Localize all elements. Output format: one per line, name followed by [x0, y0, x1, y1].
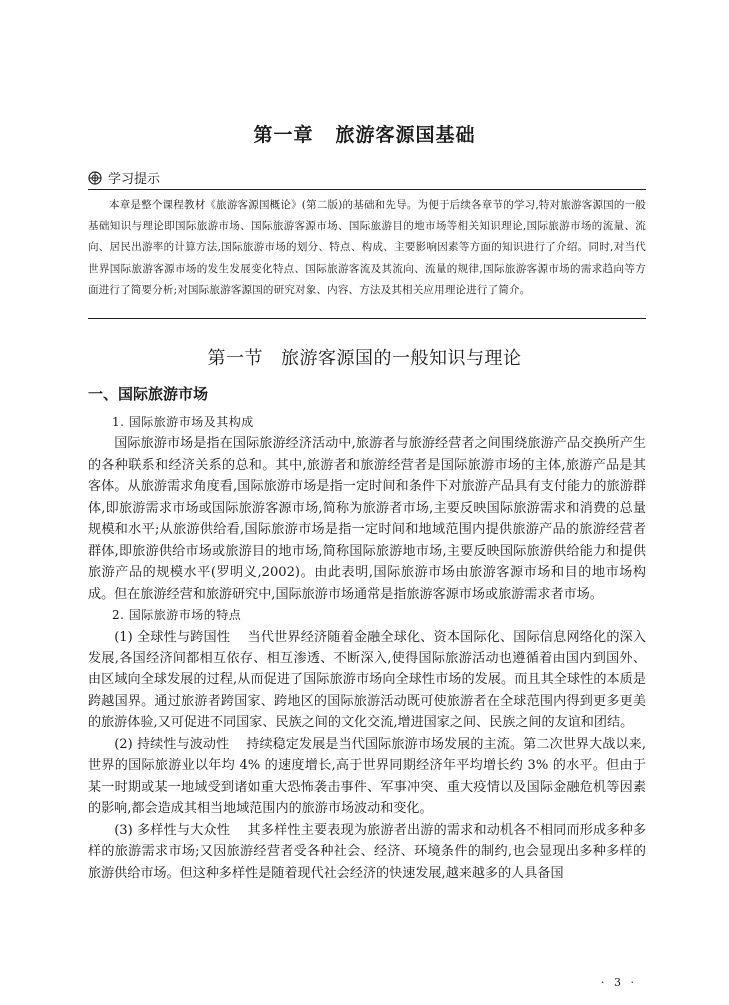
page-number: · 3 ·	[601, 976, 637, 989]
feature-text: 其多样性主要表现为旅游者出游的需求和动机各不相同而形成多种多样的旅游需求市场;又因旅游经营者受各种社会、经济、环境条件的制约,也会显现出多种多样的旅游供给市场。但这种多样性是随着现代社会经济的快速发展,越来越多的人具备国	[88, 822, 646, 881]
feature-text: 持续稳定发展是当代国际旅游市场发展的主流。第二次世界大战以来,世界的国际旅游业以年均 4% 的速度增长,高于世界同期经济年平均增长约 3% 的水平。但由于某一时期或某一地域受到诸如重大恐怖袭击事件、军事冲突、重大疫情以及国际金融危机等因素的影响,都会造成其相当地域范围内的旅游市场波动和变化。	[88, 736, 646, 817]
heading-international-tourism-market: 一、国际旅游市场	[88, 385, 209, 403]
chapter-name: 旅游客源国基础	[335, 124, 476, 146]
feature-text: 当代世界经济随着金融全球化、资本国际化、国际信息网络化的深入发展,各国经济间都相互依存、相互渗透、不断深入,使得国际旅游活动也遵循着由国内到国外、由区域向全球发展的过程,从而促进了国际旅游市场向全球性市场的发展。而且其全球性的本质是跨越国界。通过旅游者跨国家、跨地区的国际旅游活动既可使旅游者在全球范围内得到更多更美的旅游体验,又可促进不同国家、民族之间的文化交流,增进国家之间、民族之间的友谊和团结。	[88, 629, 646, 731]
subheading-market-features	[88, 605, 646, 626]
divider-top	[88, 189, 646, 190]
paragraph-feature-1	[88, 627, 646, 734]
subheading-market-composition	[88, 412, 646, 433]
section-title	[0, 344, 729, 370]
study-tips-header	[88, 168, 160, 187]
paragraph-market-definition: 国际旅游市场是指在国际旅游经济活动中,旅游者与旅游经营者之间围绕旅游产品交换所产生的各种联系和经济关系的总和。其中,旅游者和旅游经营者是国际旅游市场的主体,旅游产品是其客体。从旅游需求角度看,国际旅游市场是指一定时间和条件下对旅游产品具有支付能力的旅游群体,即旅游需求市场或国际旅游客源市场,简称为旅游者市场,主要反映国际旅游需求和消费的总量规模和水平;从旅游供给看,国际旅游市场是指一定时间和地域范围内提供旅游产品的旅游经营者群体,即旅游供给市场或旅游目的地市场,简称国际旅游地市场,主要反映国际旅游供给能力和提供旅游产品的规模水平(罗明义,2002)。由此表明,国际旅游市场由旅游客源市场和目的地市场构成。但在旅游经营和旅游研究中,国际旅游市场通常是指旅游客源市场或旅游需求者市场。	[88, 436, 646, 602]
section-label: 第一节	[207, 348, 263, 369]
divider-bottom	[88, 318, 646, 319]
section-name: 旅游客源国的一般知识与理论	[281, 348, 522, 369]
subheading-text: 1. 国际旅游市场及其构成	[112, 415, 254, 429]
body-text	[88, 412, 646, 884]
feature-label: (3) 多样性与大众性	[114, 822, 231, 838]
paragraph-feature-3	[88, 820, 646, 884]
feature-label: (2) 持续性与波动性	[114, 736, 230, 752]
chapter-label: 第一章	[253, 124, 314, 146]
feature-label: (1) 全球性与跨国性	[114, 629, 231, 645]
subheading-text: 2. 国际旅游市场的特点	[112, 608, 242, 623]
study-tips-text: 本章是整个课程教材《旅游客源国概论》(第二版)的基础和先导。为便于后续各章节的学习,特对旅游客源国的一般基础知识与理论即国际旅游市场、国际旅游客源市场、国际旅游目的地市场等相关知识理论,国际旅游市场的流量、流向、居民出游率的计算方法,国际旅游市场的划分、特点、构成、主要影响因素等方面的知识进行了介绍。同时,对当代世界国际旅游客源市场的发生发展变化特点、国际旅游客流及其流向、流量的规律,国际旅游客源市场的需求趋向等方面进行了简要分析;对国际旅游客源国的研究对象、内容、方法及其相关应用理论进行了简介。	[88, 199, 646, 296]
chapter-title	[0, 120, 729, 147]
compass-icon	[88, 171, 102, 185]
study-tips-heading: 学习提示	[108, 172, 161, 187]
paragraph-feature-2	[88, 734, 646, 820]
